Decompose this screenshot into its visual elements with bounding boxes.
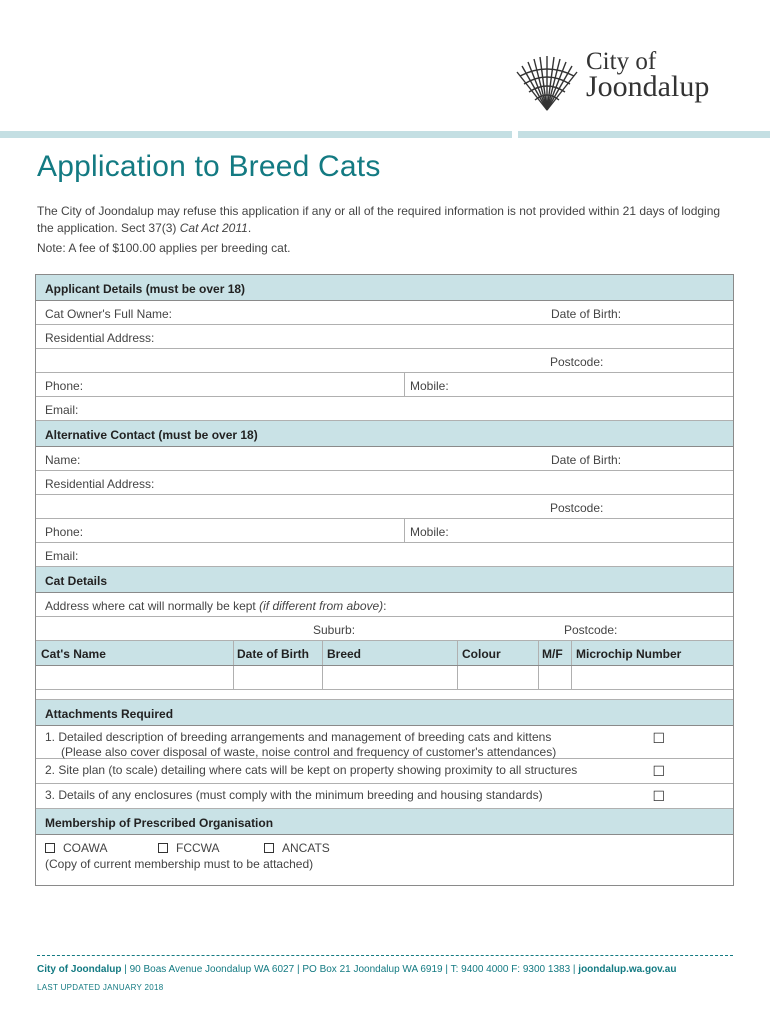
section-spacer xyxy=(36,690,733,700)
cat-address-hint: (if different from above) xyxy=(259,599,384,613)
logo-city-of: City of xyxy=(586,48,657,75)
cat-address-row[interactable] xyxy=(36,593,733,617)
applicant-header-label: Applicant Details (must be over 18) xyxy=(45,282,246,296)
attachment-1-checkbox[interactable]: ☐ xyxy=(652,730,665,746)
applicant-email-row[interactable] xyxy=(36,397,733,421)
intro-act: Cat Act 2011 xyxy=(179,221,248,235)
divider xyxy=(233,666,234,689)
membership-ancats-option[interactable] xyxy=(264,841,330,855)
membership-note: (Copy of current membership must to be attached) xyxy=(45,857,314,871)
attachment-item-3-text: 3. Details of any enclosures (must comply with the minimum breeding and housing standards) xyxy=(45,788,543,802)
checkbox-icon[interactable] xyxy=(45,843,55,853)
divider xyxy=(571,666,572,689)
alternative-address-label: Residential Address: xyxy=(45,477,155,491)
applicant-email-label: Email: xyxy=(45,403,79,417)
alternative-postcode-row[interactable] xyxy=(36,495,733,519)
membership-fccwa-label: FCCWA xyxy=(176,841,220,855)
alternative-phone-label: Phone: xyxy=(45,525,84,539)
attachment-item-1 xyxy=(36,726,733,759)
attachment-2-checkbox[interactable]: ☐ xyxy=(652,763,665,779)
divider xyxy=(322,666,323,689)
alternative-postcode-label: Postcode: xyxy=(550,501,604,515)
city-logo-emblem-icon xyxy=(512,54,582,112)
alternative-section-header xyxy=(36,421,733,447)
attachment-item-2-text: 2. Site plan (to scale) detailing where cats will be kept on property showing proximity to all structures xyxy=(45,763,578,777)
applicant-postcode-row[interactable] xyxy=(36,349,733,373)
attachment-item-3 xyxy=(36,784,733,809)
col-colour: Colour xyxy=(462,647,501,661)
applicant-phone-label: Phone: xyxy=(45,379,84,393)
divider xyxy=(457,666,458,689)
col-date-of-birth: Date of Birth xyxy=(237,647,309,661)
attachment-item-1-text xyxy=(45,730,556,760)
footer-website-link[interactable]: joondalup.wa.gov.au xyxy=(578,964,677,975)
intro-end: . xyxy=(247,221,252,235)
applicant-section-header xyxy=(36,275,733,301)
application-form xyxy=(35,274,734,886)
applicant-address-row[interactable] xyxy=(36,325,733,349)
city-logo xyxy=(512,48,742,110)
attachment-item-1-line2: (Please also cover disposal of waste, noise control and frequency of customer's attendances) xyxy=(61,745,557,759)
logo-joondalup: Joondalup xyxy=(586,70,710,103)
applicant-name-row[interactable] xyxy=(36,301,733,325)
alternative-email-label: Email: xyxy=(45,549,79,563)
attachments-header-label: Attachments Required xyxy=(45,707,174,721)
header-rule-right xyxy=(518,131,770,138)
checkbox-icon[interactable] xyxy=(158,843,168,853)
membership-coawa-label: COAWA xyxy=(63,841,108,855)
intro-main: The City of Joondalup may refuse this application if any or all of the required information is not provided within 21 days of lodging the application. Sect 37(3) xyxy=(37,204,721,235)
divider xyxy=(538,641,539,665)
applicant-postcode-label: Postcode: xyxy=(550,355,604,369)
footer-divider xyxy=(37,955,733,956)
attachment-3-checkbox[interactable]: ☐ xyxy=(652,788,665,804)
alternative-name-label: Name: xyxy=(45,453,81,467)
attachments-section-header xyxy=(36,700,733,726)
cat-table-row[interactable] xyxy=(36,666,733,690)
membership-options-row xyxy=(36,835,733,885)
membership-header-label: Membership of Prescribed Organisation xyxy=(45,816,274,830)
alternative-email-row[interactable] xyxy=(36,543,733,567)
header-rule-left xyxy=(0,131,512,138)
alternative-address-row[interactable] xyxy=(36,471,733,495)
intro-text xyxy=(37,203,727,237)
fee-note: Note: A fee of $100.00 applies per breeding cat. xyxy=(37,241,291,255)
alternative-mobile-label: Mobile: xyxy=(410,525,449,539)
divider xyxy=(404,373,405,396)
applicant-phone-row[interactable] xyxy=(36,373,733,397)
cat-suburb-row[interactable] xyxy=(36,617,733,641)
col-breed: Breed xyxy=(327,647,362,661)
cat-suburb-label: Suburb: xyxy=(313,623,356,637)
cat-postcode-label: Postcode: xyxy=(564,623,618,637)
attachment-item-2 xyxy=(36,759,733,784)
alternative-dob-label: Date of Birth: xyxy=(551,453,622,467)
divider xyxy=(571,641,572,665)
divider xyxy=(538,666,539,689)
cat-table-header xyxy=(36,641,733,666)
page-title: Application to Breed Cats xyxy=(37,150,381,183)
col-microchip: Microchip Number xyxy=(576,647,682,661)
cat-address-text xyxy=(45,599,387,613)
last-updated: LAST UPDATED JANUARY 2018 xyxy=(37,983,164,992)
alternative-phone-row[interactable] xyxy=(36,519,733,543)
footer-org: City of Joondalup xyxy=(37,964,122,975)
cat-header-label: Cat Details xyxy=(45,574,108,588)
membership-ancats-label: ANCATS xyxy=(282,841,330,855)
footer-details: | 90 Boas Avenue Joondalup WA 6027 | PO Box 21 Joondalup WA 6919 | T: 9400 4000 F: 9300 1383 | xyxy=(121,964,579,975)
footer-contact xyxy=(37,964,676,975)
divider xyxy=(404,519,405,542)
col-cat-name: Cat's Name xyxy=(41,647,106,661)
membership-section-header xyxy=(36,809,733,835)
alternative-header-label: Alternative Contact (must be over 18) xyxy=(45,428,258,442)
applicant-dob-label: Date of Birth: xyxy=(551,307,622,321)
col-sex: M/F xyxy=(542,647,563,661)
applicant-mobile-label: Mobile: xyxy=(410,379,449,393)
attachment-item-1-line1: 1. Detailed description of breeding arrangements and management of breeding cats and kittens xyxy=(45,730,552,744)
cat-address-colon: : xyxy=(383,599,387,613)
divider xyxy=(457,641,458,665)
divider xyxy=(233,641,234,665)
applicant-full-name-label: Cat Owner's Full Name: xyxy=(45,307,172,321)
membership-fccwa-option[interactable] xyxy=(158,841,220,855)
cat-section-header xyxy=(36,567,733,593)
cat-address-label: Address where cat will normally be kept xyxy=(45,599,256,613)
checkbox-icon[interactable] xyxy=(264,843,274,853)
divider xyxy=(322,641,323,665)
membership-coawa-option[interactable] xyxy=(45,841,107,855)
alternative-name-row[interactable] xyxy=(36,447,733,471)
applicant-address-label: Residential Address: xyxy=(45,331,155,345)
